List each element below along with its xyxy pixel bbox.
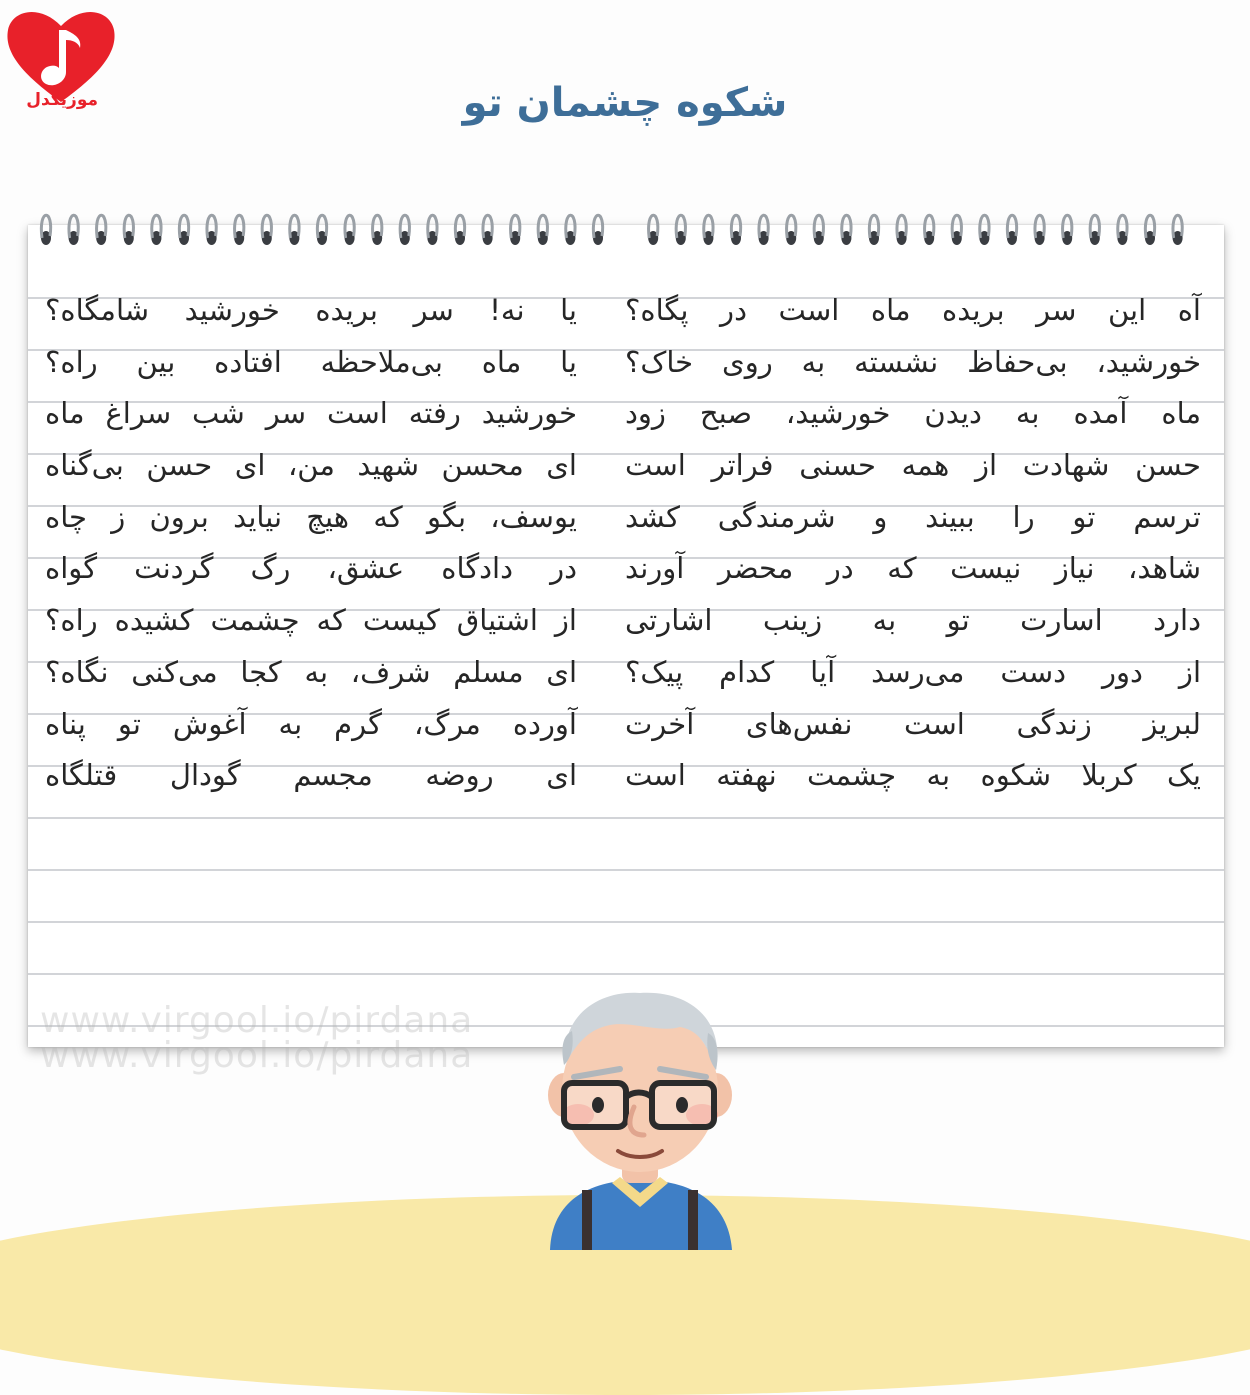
poem-line: در دادگاه عشق، رگ گردنت گواه	[45, 551, 577, 586]
poem-right-column	[625, 285, 1201, 802]
poem-line: یا ماه بی‌ملاحظه افتاده بین راه؟	[45, 344, 577, 379]
poem-line: آه این سر بریده ماه است در پگاه؟	[625, 293, 1201, 327]
watermark-text: www.virgool.io/pirdana	[40, 1035, 474, 1076]
poem-line: حسن شهادت از همه حسنی فراتر است	[625, 448, 1201, 483]
poem-line: ای محسن شهید من، ای حسن بی‌گناه	[45, 448, 577, 483]
grandpa-character	[520, 985, 760, 1250]
poem-line: از اشتیاق کیست که چشمت کشیده راه؟	[45, 603, 577, 638]
poem-line: خورشید رفته است سر شب سراغ ماه	[45, 396, 577, 431]
poem-line: آورده مرگ، گرم به آغوش تو پناه	[45, 706, 577, 741]
poem-line: از دور دست می‌رسد آیا کدام پیک؟	[625, 654, 1201, 689]
watermark-text: www.virgool.io/pirdana	[40, 1000, 474, 1041]
spiral-binding	[28, 190, 1224, 250]
poem-line: یوسف، بگو که هیچ نیاید برون ز چاه	[45, 499, 577, 534]
poem-line: شاهد، نیاز نیست که در محضر آورند	[625, 551, 1201, 586]
logo-text: موزیکدل	[26, 90, 98, 110]
page-title: شکوه چشمان تو	[462, 80, 788, 126]
poem-line: لبریز زندگی است نفس‌های آخرت	[625, 706, 1201, 741]
poem-line: یا نه! سر بریده خورشید شامگاه؟	[45, 293, 577, 327]
poem-line: ای روضه مجسم گودال قتلگاه	[45, 758, 577, 793]
poem-line: ترسم تو را ببیند و شرمندگی کشد	[625, 499, 1201, 534]
poem-line: ای مسلم شرف، به کجا می‌کنی نگاه؟	[45, 654, 577, 689]
poem-line: ماه آمده به دیدن خورشید، صبح زود	[625, 396, 1201, 431]
poem-left-column	[45, 285, 577, 802]
poem-line: یک کربلا شکوه به چشمت نهفته است	[625, 758, 1201, 793]
poem-line: خورشید، بی‌حفاظ نشسته به روی خاک؟	[625, 344, 1201, 379]
poem-line: دارد اسارت تو به زینب اشارتی	[625, 603, 1201, 638]
